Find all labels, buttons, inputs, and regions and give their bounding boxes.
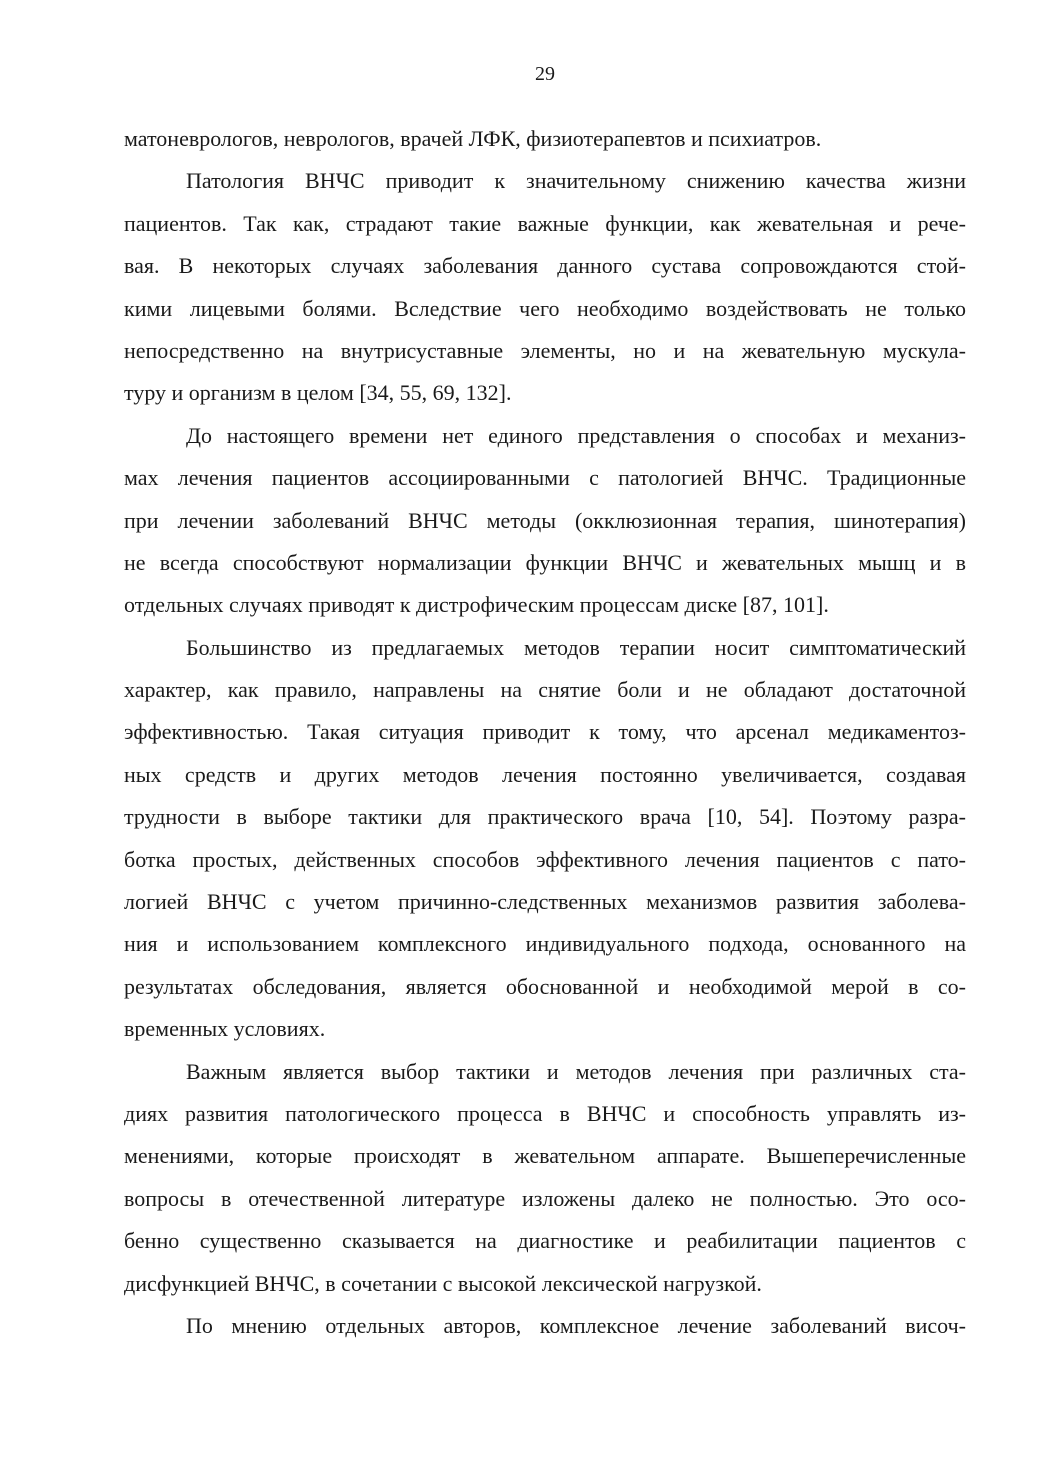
text-line: дисфункцией ВНЧС, в сочетании с высокой лексической нагрузкой.: [124, 1270, 762, 1296]
text-line: логией ВНЧС с учетом причинно-следственных механизмов развития заболева-: [124, 889, 966, 915]
text-line: временных условиях.: [124, 1016, 326, 1042]
text-line: До настоящего времени нет единого представления о способах и механиз-: [186, 422, 966, 448]
text-line: диях развития патологического процесса в ВНЧС и способность управлять из-: [124, 1100, 966, 1126]
text-line: менениями, которые происходят в жевательном аппарате. Вышеперечисленные: [124, 1143, 966, 1169]
text-line: Патология ВНЧС приводит к значительному снижению качества жизни: [186, 168, 966, 194]
text-body: [124, 118, 966, 1347]
text-line: вая. В некоторых случаях заболевания данного сустава сопровождаются стой-: [124, 253, 966, 279]
text-line: вопросы в отечественной литературе изложены далеко не полностью. Это осо-: [124, 1185, 966, 1211]
text-line: ния и использованием комплексного индивидуального подхода, основанного на: [124, 931, 966, 957]
text-line: туру и организм в целом [34, 55, 69, 132].: [124, 380, 512, 406]
text-line: ботка простых, действенных способов эффективного лечения пациентов с пато-: [124, 846, 966, 872]
text-line: Большинство из предлагаемых методов терапии носит симптоматический: [186, 634, 966, 660]
page-number: 29: [535, 63, 555, 85]
text-line: Важным является выбор тактики и методов лечения при различных ста-: [186, 1058, 966, 1084]
text-line: матоневрологов, неврологов, врачей ЛФК, физиотерапевтов и психиатров.: [124, 126, 822, 151]
text-line: непосредственно на внутрисуставные элементы, но и на жевательную мускула-: [124, 337, 966, 363]
text-line: эффективностью. Такая ситуация приводит к тому, что арсенал медикаментоз-: [124, 719, 966, 745]
text-line: ных средств и других методов лечения постоянно увеличивается, создавая: [124, 761, 966, 787]
text-line: характер, как правило, направлены на снятие боли и не обладают достаточной: [124, 677, 966, 703]
text-line: результатах обследования, является обоснованной и необходимой мерой в со-: [124, 973, 966, 999]
text-line: при лечении заболеваний ВНЧС методы (окклюзионная терапия, шинотерапия): [124, 507, 966, 533]
text-line: кими лицевыми болями. Вследствие чего необходимо воздействовать не только: [124, 295, 966, 321]
text-line: трудности в выборе тактики для практического врача [10, 54]. Поэтому разра-: [124, 804, 966, 830]
text-line: отдельных случаях приводят к дистрофическим процессам диске [87, 101].: [124, 592, 829, 618]
text-line: бенно существенно сказывается на диагностике и реабилитации пациентов с: [124, 1228, 966, 1254]
text-line: не всегда способствуют нормализации функции ВНЧС и жевательных мышц и в: [124, 549, 966, 575]
text-line: пациентов. Так как, страдают такие важные функции, как жевательная и рече-: [124, 210, 966, 236]
text-line: мах лечения пациентов ассоциированными с патологией ВНЧС. Традиционные: [124, 465, 966, 491]
text-line: По мнению отдельных авторов, комплексное лечение заболеваний височ-: [186, 1312, 966, 1338]
